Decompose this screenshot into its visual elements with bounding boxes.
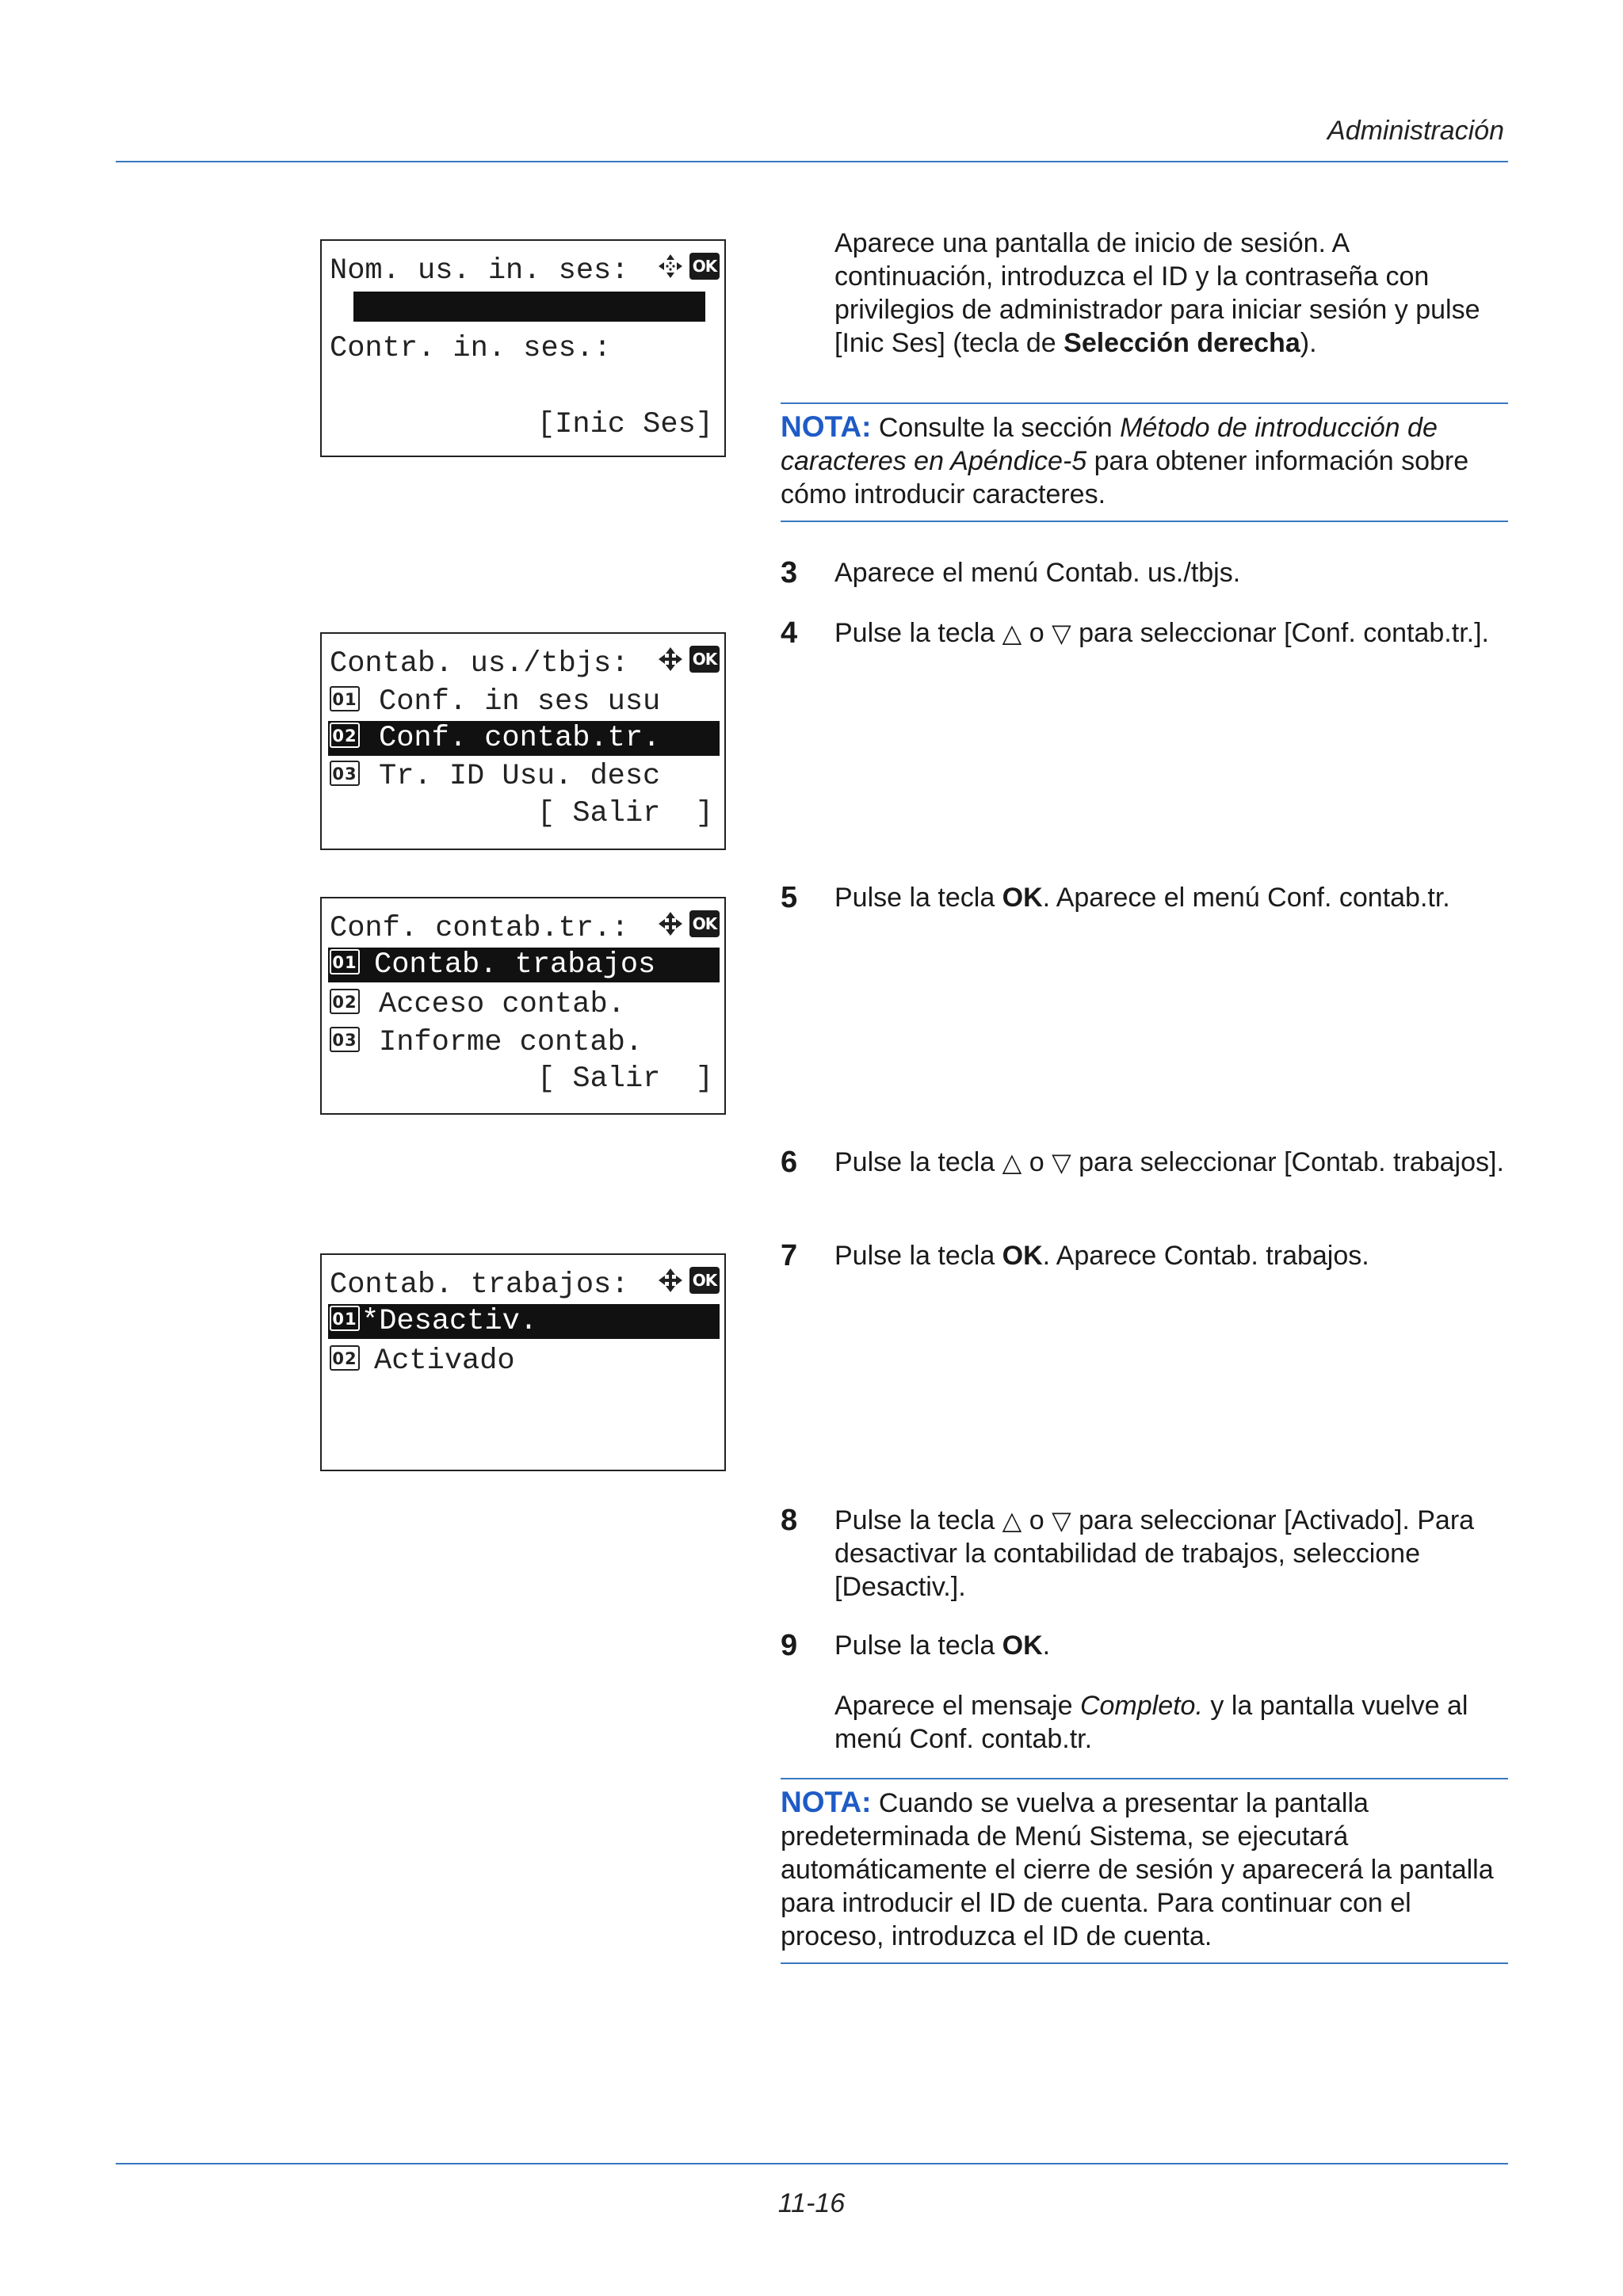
step-text: Pulse la tecla △ o ▽ para seleccionar [Conf. contab.tr.]. xyxy=(834,618,1489,648)
down-triangle-icon: ▽ xyxy=(1052,1505,1071,1535)
four-way-arrow-icon xyxy=(656,645,685,673)
step-text: Aparece el menú Contab. us./tbjs. xyxy=(834,558,1241,588)
four-way-arrow-icon xyxy=(656,910,685,938)
step-text: Pulse la tecla OK. xyxy=(834,1630,1051,1661)
menu-item xyxy=(330,685,720,719)
note-box-1: NOTA: Consulte la sección Método de introducción de caracteres en Apéndice-5 para obtener información sobre cómo introducir caracteres. xyxy=(781,402,1508,522)
softkey-salir: [ Salir ] xyxy=(537,797,713,830)
down-triangle-icon: ▽ xyxy=(1052,618,1071,648)
item-number-badge: 02 xyxy=(330,1345,360,1371)
panel-title: Contab. trabajos: xyxy=(330,1268,629,1302)
step-text: Pulse la tecla △ o ▽ para seleccionar [Contab. trabajos]. xyxy=(834,1147,1504,1177)
panel-title: Contab. us./tbjs: xyxy=(330,647,629,681)
four-way-dotted-arrow-icon xyxy=(656,252,685,280)
menu-item xyxy=(330,759,720,794)
ok-key-icon: OK xyxy=(689,910,720,937)
panel-title: Nom. us. in. ses: xyxy=(330,254,629,288)
item-number-badge: 03 xyxy=(330,761,360,786)
menu-item-label: Informe contab. xyxy=(379,1026,643,1059)
menu-item xyxy=(330,1344,720,1379)
note-box-2: NOTA: Cuando se vuelva a presentar la pantalla predeterminada de Menú Sistema, se ejecutará automáticamente el cierre de sesión y aparecerá la pantalla para introducir el ID de cuenta. Para continuar con el proceso, introduzca el ID de cuenta. xyxy=(781,1778,1508,1964)
softkey-salir: [ Salir ] xyxy=(537,1062,713,1096)
item-number-badge: 03 xyxy=(330,1027,360,1052)
ok-key-icon: OK xyxy=(689,646,720,673)
menu-item-selected xyxy=(328,948,720,982)
step-text: Pulse la tecla OK. Aparece el menú Conf. contab.tr. xyxy=(834,883,1450,913)
header-rule xyxy=(116,161,1508,162)
nota-label: NOTA: xyxy=(781,1786,872,1818)
up-triangle-icon: △ xyxy=(1002,618,1022,648)
step-number: 7 xyxy=(781,1239,798,1272)
menu-item-label: Activado xyxy=(374,1344,515,1378)
item-number-badge: 01 xyxy=(330,686,360,711)
step-number: 5 xyxy=(781,881,798,914)
menu-item-label: Contab. trabajos xyxy=(374,948,656,982)
item-number-badge: 01 xyxy=(330,1306,360,1331)
step-number: 3 xyxy=(781,556,798,589)
menu-item-label: Tr. ID Usu. desc xyxy=(379,760,661,793)
username-input-bar xyxy=(353,292,705,322)
panel-title: Conf. contab.tr.: xyxy=(330,912,629,945)
menu-item-label: Conf. in ses usu xyxy=(379,685,661,719)
page-header-title: Administración xyxy=(1327,116,1504,146)
menu-item-label: *Desactiv. xyxy=(361,1305,538,1338)
ok-key-icon: OK xyxy=(689,1267,720,1294)
conf-contab-panel xyxy=(320,897,726,1115)
up-triangle-icon: △ xyxy=(1002,1147,1022,1177)
nota-label: NOTA: xyxy=(781,410,872,443)
softkey-inic-ses: [Inic Ses] xyxy=(537,408,713,441)
ok-key-icon: OK xyxy=(689,253,720,280)
four-way-arrow-icon xyxy=(656,1266,685,1295)
step-number: 6 xyxy=(781,1146,798,1179)
password-label: Contr. in. ses.: xyxy=(330,332,612,365)
footer-rule xyxy=(116,2163,1508,2164)
step-number: 9 xyxy=(781,1629,798,1662)
page-number: 11-16 xyxy=(777,2188,846,2218)
result-paragraph: Aparece el mensaje Completo. y la pantalla vuelve al menú Conf. contab.tr. xyxy=(834,1691,1468,1754)
panel-icons xyxy=(656,910,720,938)
menu-item-selected xyxy=(328,721,720,756)
item-number-badge: 02 xyxy=(330,723,360,748)
down-triangle-icon: ▽ xyxy=(1052,1147,1071,1177)
login-screen-panel xyxy=(320,239,726,457)
step-text: Pulse la tecla △ o ▽ para seleccionar [Activado]. Para desactivar la contabilidad de trabajos, seleccione [Desactiv.]. xyxy=(834,1505,1475,1602)
panel-icons xyxy=(656,252,720,280)
intro-paragraph: Aparece una pantalla de inicio de sesión. A continuación, introduzca el ID y la contraseña con privilegios de administrador para iniciar sesión y pulse [Inic Ses] (tecla de Selección derecha). xyxy=(834,228,1480,358)
menu-item xyxy=(330,987,720,1022)
menu-item-label: Conf. contab.tr. xyxy=(379,722,661,755)
menu-item-label: Acceso contab. xyxy=(379,988,625,1021)
panel-icons xyxy=(656,1266,720,1295)
step-number: 4 xyxy=(781,616,798,650)
panel-icons xyxy=(656,645,720,673)
step-text: Pulse la tecla OK. Aparece Contab. trabajos. xyxy=(834,1241,1369,1271)
step-number: 8 xyxy=(781,1504,798,1537)
contab-trabajos-panel xyxy=(320,1253,726,1471)
contab-menu-panel xyxy=(320,632,726,850)
up-triangle-icon: △ xyxy=(1002,1505,1022,1535)
menu-item xyxy=(330,1025,720,1060)
item-number-badge: 01 xyxy=(330,949,360,974)
menu-item-selected xyxy=(328,1304,720,1339)
item-number-badge: 02 xyxy=(330,989,360,1014)
